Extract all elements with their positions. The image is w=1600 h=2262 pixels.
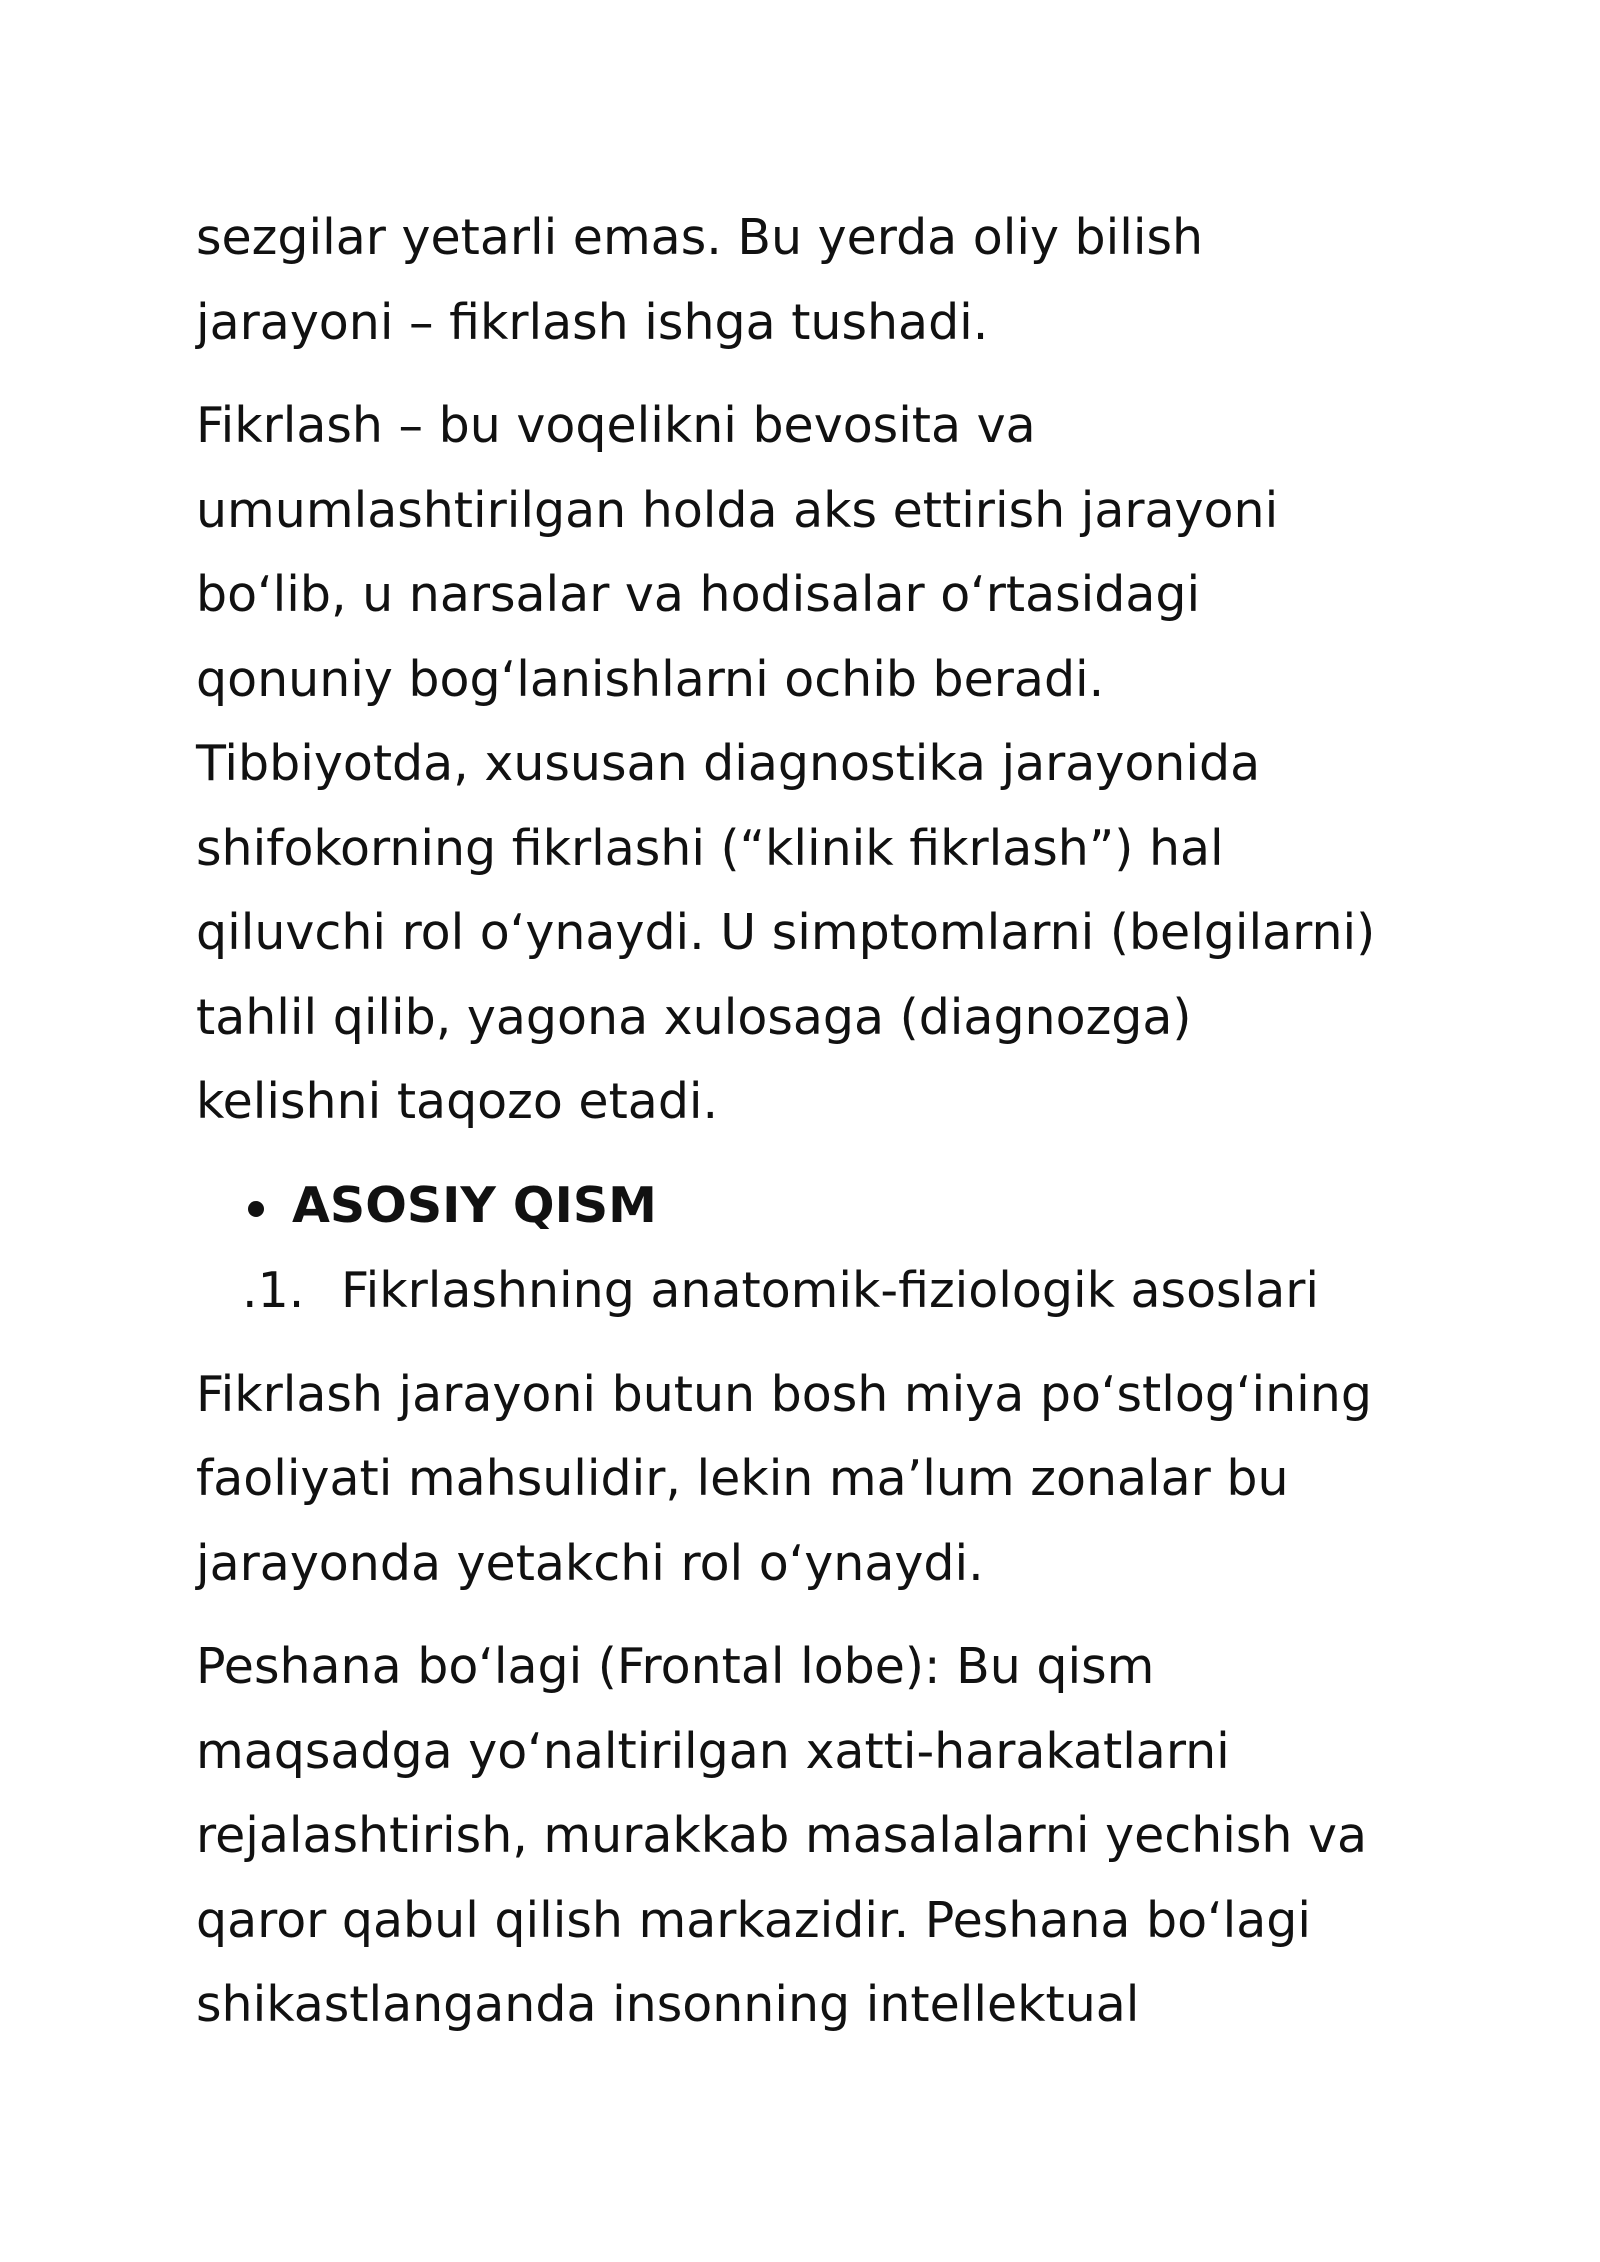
text-line: faoliyati mahsulidir, lekin ma’lum zonalar bu xyxy=(196,1450,1289,1507)
text-line: rejalashtirish, murakkab masalalarni yechish va xyxy=(196,1807,1368,1864)
paragraph-cortex xyxy=(196,1353,1436,1607)
subsection-number: .1. xyxy=(242,1261,305,1319)
text-line: tahlil qilib, yagona xulosaga (diagnozga) xyxy=(196,988,1192,1046)
subsection-title: Fikrlashning anatomik-fiziologik asoslari xyxy=(341,1261,1319,1319)
text-line: Fikrlash – bu voqelikni bevosita va xyxy=(196,397,1036,454)
paragraph-definition xyxy=(196,384,1436,1145)
text-line: maqsadga yo‘naltirilgan xatti-harakatlarni xyxy=(196,1722,1230,1780)
text-line: qonuniy bog‘lanishlarni ochib beradi. xyxy=(196,650,1105,708)
text-line: shifokorning fikrlashi (“klinik fikrlash”) hal xyxy=(196,819,1224,877)
text-line: jarayonda yetakchi rol o‘ynaydi. xyxy=(196,1534,984,1592)
text-line: Peshana bo‘lagi (Frontal lobe): Bu qism xyxy=(196,1638,1155,1695)
paragraph-intro xyxy=(196,196,1436,365)
subsection-heading-item xyxy=(196,1248,1436,1334)
text-line: bo‘lib, u narsalar va hodisalar o‘rtasidagi xyxy=(196,566,1201,623)
section-heading-item xyxy=(196,1164,1436,1248)
text-line: jarayoni – fikrlash ishga tushadi. xyxy=(196,293,989,351)
document-page xyxy=(196,196,1436,2067)
text-line: qaror qabul qilish markazidir. Peshana bo‘lagi xyxy=(196,1891,1312,1949)
text-line: qiluvchi rol o‘ynaydi. U simptomlarni (belgilarni) xyxy=(196,904,1376,961)
text-line: shikastlanganda insonning intellektual xyxy=(196,1976,1140,2033)
text-line: kelishni taqozo etadi. xyxy=(196,1073,719,1130)
bullet-icon xyxy=(248,1201,264,1217)
section-heading: ASOSIY QISM xyxy=(292,1176,657,1234)
text-line: Tibbiyotda, xususan diagnostika jarayonida xyxy=(196,735,1261,792)
text-line: Fikrlash jarayoni butun bosh miya po‘stlog‘ining xyxy=(196,1365,1372,1423)
paragraph-frontal-lobe xyxy=(196,1625,1436,2048)
text-line: umumlashtirilgan holda aks ettirish jarayoni xyxy=(196,481,1279,539)
text-line: sezgilar yetarli emas. Bu yerda oliy bilish xyxy=(196,209,1204,266)
